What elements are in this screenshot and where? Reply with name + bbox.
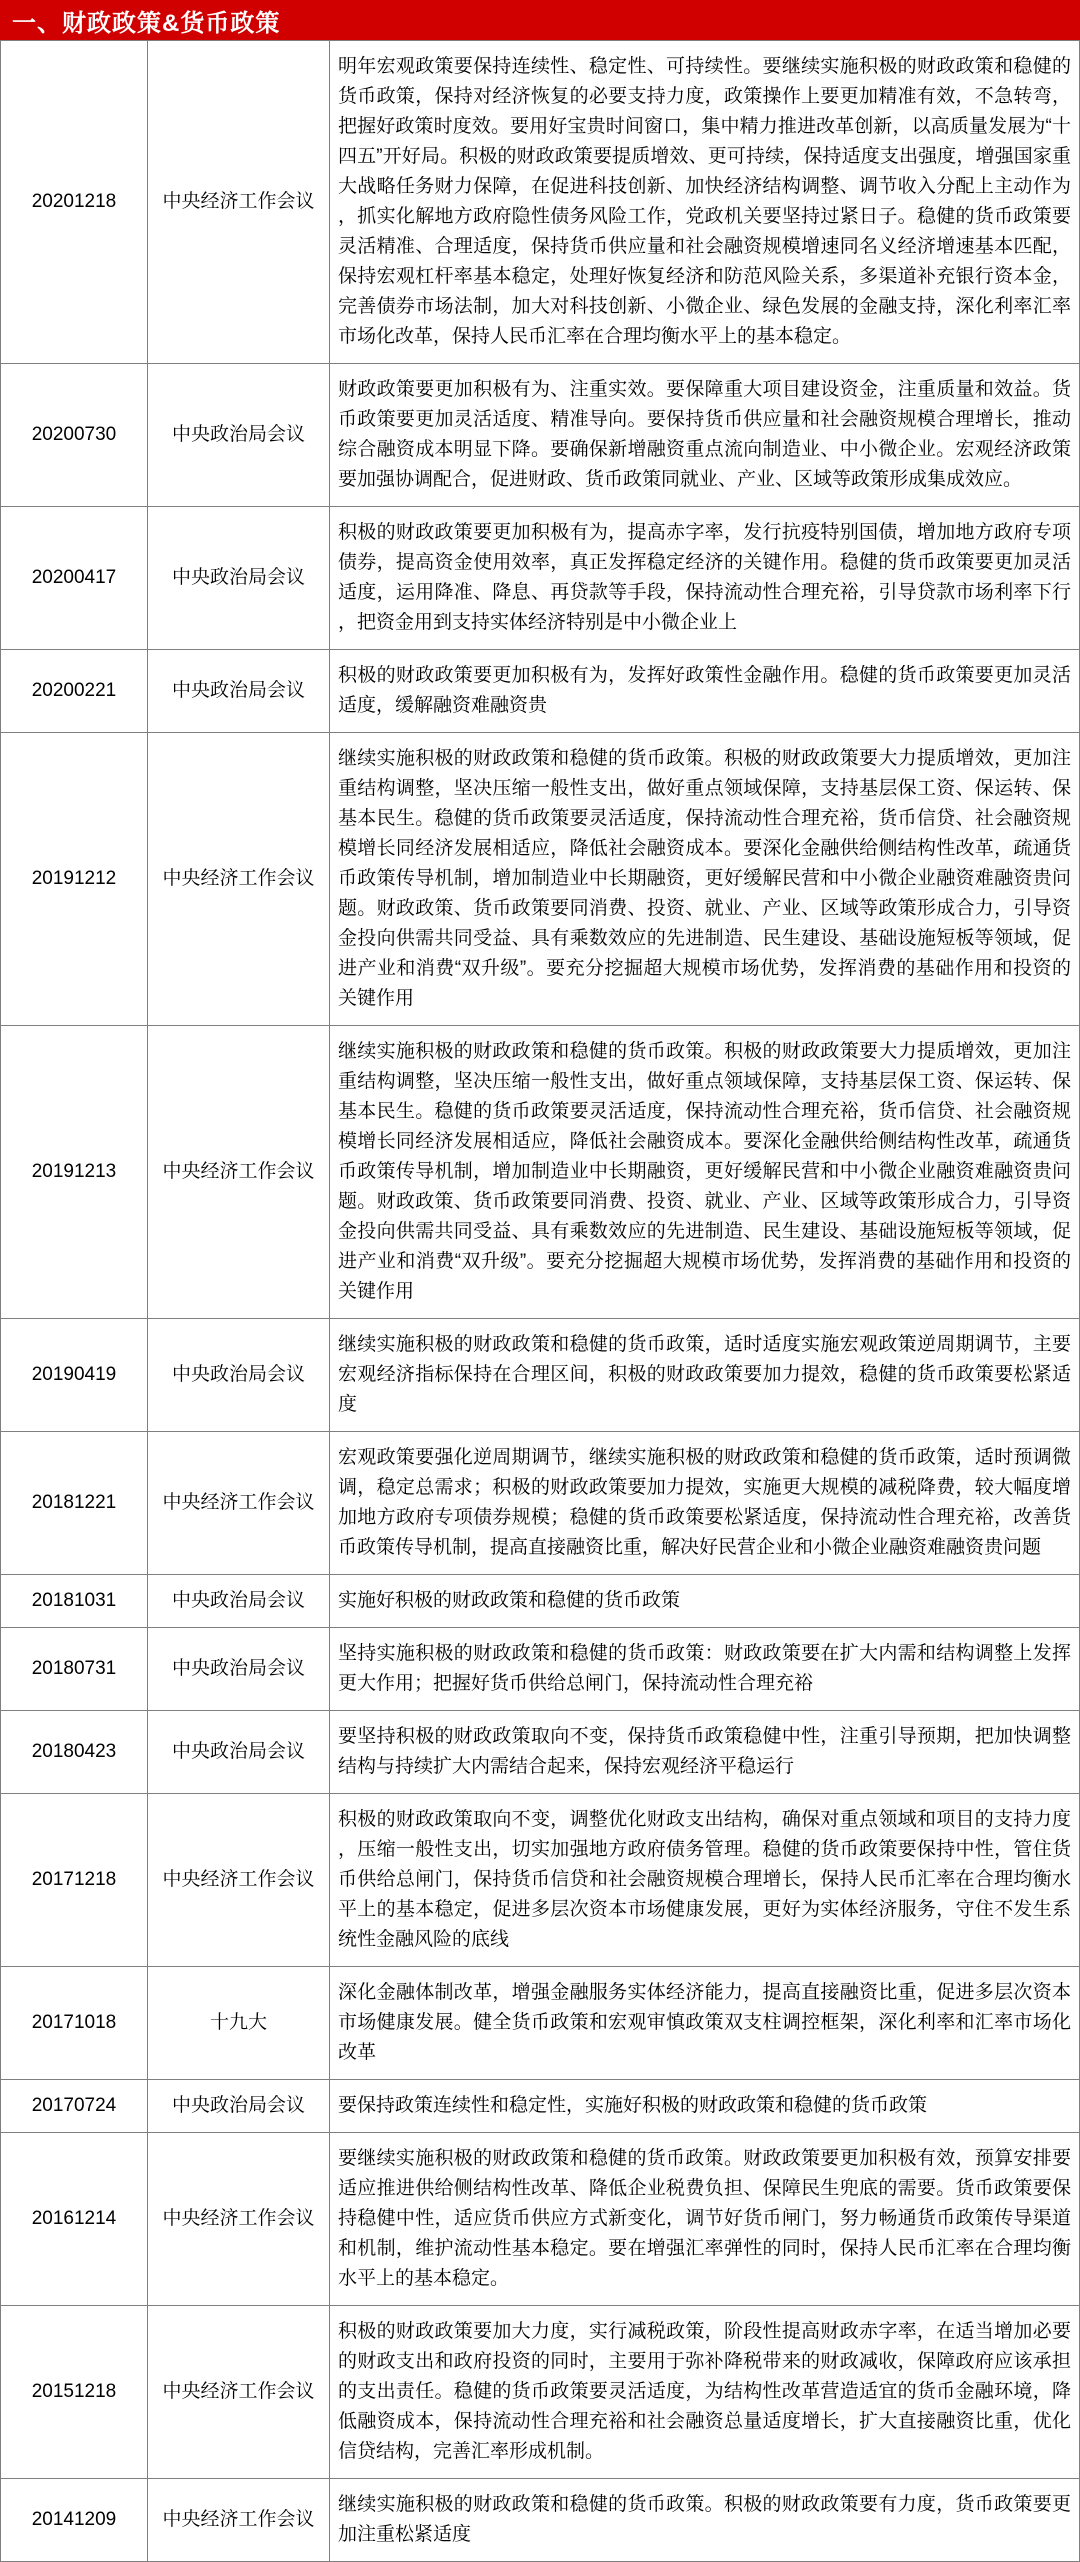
meeting-cell: 中央政治局会议	[148, 364, 330, 507]
table-row	[1, 2133, 1080, 2306]
policy-text-cell: 积极的财政政策要更加积极有为，发挥好政策性金融作用。稳健的货币政策要更加灵活适度，缓解融资难融资贵	[330, 650, 1080, 733]
date-cell: 20181031	[1, 1575, 148, 1628]
policy-text-cell: 深化金融体制改革，增强金融服务实体经济能力，提高直接融资比重，促进多层次资本市场健康发展。健全货币政策和宏观审慎政策双支柱调控框架，深化利率和汇率市场化改革	[330, 1967, 1080, 2080]
policy-text-cell: 坚持实施积极的财政政策和稳健的货币政策：财政政策要在扩大内需和结构调整上发挥更大作用；把握好货币供给总闸门，保持流动性合理充裕	[330, 1628, 1080, 1711]
meeting-cell: 中央经济工作会议	[148, 733, 330, 1026]
section-title: 一、财政政策&货币政策	[12, 9, 281, 37]
meeting-cell: 中央政治局会议	[148, 507, 330, 650]
meeting-cell: 中央政治局会议	[148, 2080, 330, 2133]
meeting-cell: 中央经济工作会议	[148, 1794, 330, 1967]
meeting-cell: 中央经济工作会议	[148, 2479, 330, 2562]
date-cell: 20200417	[1, 507, 148, 650]
date-cell: 20200221	[1, 650, 148, 733]
meeting-cell: 中央经济工作会议	[148, 2133, 330, 2306]
meeting-cell: 中央经济工作会议	[148, 41, 330, 364]
meeting-cell: 中央政治局会议	[148, 1319, 330, 1432]
date-cell: 20171218	[1, 1794, 148, 1967]
table-row	[1, 650, 1080, 733]
table-row	[1, 1794, 1080, 1967]
date-cell: 20191212	[1, 733, 148, 1026]
table-row	[1, 1628, 1080, 1711]
date-cell: 20201218	[1, 41, 148, 364]
meeting-cell: 中央政治局会议	[148, 1628, 330, 1711]
meeting-cell: 中央经济工作会议	[148, 2306, 330, 2479]
policy-text-cell: 要保持政策连续性和稳定性，实施好积极的财政政策和稳健的货币政策	[330, 2080, 1080, 2133]
meeting-cell: 中央经济工作会议	[148, 1432, 330, 1575]
policy-text-cell: 要坚持积极的财政政策取向不变，保持货币政策稳健中性，注重引导预期，把加快调整结构与持续扩大内需结合起来，保持宏观经济平稳运行	[330, 1711, 1080, 1794]
table-row	[1, 1432, 1080, 1575]
table-row	[1, 1319, 1080, 1432]
table-row	[1, 1967, 1080, 2080]
table-row	[1, 507, 1080, 650]
date-cell: 20180731	[1, 1628, 148, 1711]
table-row	[1, 1026, 1080, 1319]
meeting-cell: 中央政治局会议	[148, 1575, 330, 1628]
table-row	[1, 1575, 1080, 1628]
date-cell: 20190419	[1, 1319, 148, 1432]
policy-text-cell: 实施好积极的财政政策和稳健的货币政策	[330, 1575, 1080, 1628]
date-cell: 20141209	[1, 2479, 148, 2562]
policy-text-cell: 要继续实施积极的财政政策和稳健的货币政策。财政政策要更加积极有效，预算安排要适应推进供给侧结构性改革、降低企业税费负担、保障民生兜底的需要。货币政策要保持稳健中性，适应货币供应方式新变化，调节好货币闸门，努力畅通货币政策传导渠道和机制，维护流动性基本稳定。要在增强汇率弹性的同时，保持人民币汇率在合理均衡水平上的基本稳定。	[330, 2133, 1080, 2306]
date-cell: 20200730	[1, 364, 148, 507]
table-row	[1, 733, 1080, 1026]
policy-text-cell: 积极的财政政策取向不变，调整优化财政支出结构，确保对重点领域和项目的支持力度，压缩一般性支出，切实加强地方政府债务管理。稳健的货币政策要保持中性，管住货币供给总闸门，保持货币信贷和社会融资规模合理增长，保持人民币汇率在合理均衡水平上的基本稳定，促进多层次资本市场健康发展，更好为实体经济服务，守住不发生系统性金融风险的底线	[330, 1794, 1080, 1967]
table-row	[1, 2479, 1080, 2562]
date-cell: 20171018	[1, 1967, 148, 2080]
table-row	[1, 41, 1080, 364]
meeting-cell: 中央政治局会议	[148, 1711, 330, 1794]
policy-text-cell: 财政政策要更加积极有为、注重实效。要保障重大项目建设资金，注重质量和效益。货币政策要更加灵活适度、精准导向。要保持货币供应量和社会融资规模合理增长，推动综合融资成本明显下降。要确保新增融资重点流向制造业、中小微企业。宏观经济政策要加强协调配合，促进财政、货币政策同就业、产业、区域等政策形成集成效应。	[330, 364, 1080, 507]
meeting-cell: 中央政治局会议	[148, 650, 330, 733]
table-row	[1, 2080, 1080, 2133]
policy-text-cell: 积极的财政政策要更加积极有为，提高赤字率，发行抗疫特别国债，增加地方政府专项债券，提高资金使用效率，真正发挥稳定经济的关键作用。稳健的货币政策要更加灵活适度，运用降准、降息、再贷款等手段，保持流动性合理充裕，引导贷款市场利率下行，把资金用到支持实体经济特别是中小微企业上	[330, 507, 1080, 650]
policy-text-cell: 继续实施积极的财政政策和稳健的货币政策，适时适度实施宏观政策逆周期调节，主要宏观经济指标保持在合理区间，积极的财政政策要加力提效，稳健的货币政策要松紧适度	[330, 1319, 1080, 1432]
section-header	[0, 0, 1080, 40]
date-cell: 20180423	[1, 1711, 148, 1794]
meeting-cell: 中央经济工作会议	[148, 1026, 330, 1319]
policy-text-cell: 继续实施积极的财政政策和稳健的货币政策。积极的财政政策要有力度，货币政策要更加注重松紧适度	[330, 2479, 1080, 2562]
policy-text-cell: 明年宏观政策要保持连续性、稳定性、可持续性。要继续实施积极的财政政策和稳健的货币政策，保持对经济恢复的必要支持力度，政策操作上要更加精准有效，不急转弯，把握好政策时度效。要用好宝贵时间窗口，集中精力推进改革创新，以高质量发展为“十四五”开好局。积极的财政政策要提质增效、更可持续，保持适度支出强度，增强国家重大战略任务财力保障，在促进科技创新、加快经济结构调整、调节收入分配上主动作为，抓实化解地方政府隐性债务风险工作，党政机关要坚持过紧日子。稳健的货币政策要灵活精准、合理适度，保持货币供应量和社会融资规模增速同名义经济增速基本匹配，保持宏观杠杆率基本稳定，处理好恢复经济和防范风险关系，多渠道补充银行资本金，完善债券市场法制，加大对科技创新、小微企业、绿色发展的金融支持，深化利率汇率市场化改革，保持人民币汇率在合理均衡水平上的基本稳定。	[330, 41, 1080, 364]
policy-table-body	[1, 41, 1080, 2562]
meeting-cell: 十九大	[148, 1967, 330, 2080]
date-cell: 20161214	[1, 2133, 148, 2306]
date-cell: 20151218	[1, 2306, 148, 2479]
table-row	[1, 364, 1080, 507]
date-cell: 20191213	[1, 1026, 148, 1319]
policy-text-cell: 宏观政策要强化逆周期调节，继续实施积极的财政政策和稳健的货币政策，适时预调微调，稳定总需求；积极的财政政策要加力提效，实施更大规模的减税降费，较大幅度增加地方政府专项债券规模；稳健的货币政策要松紧适度，保持流动性合理充裕，改善货币政策传导机制，提高直接融资比重，解决好民营企业和小微企业融资难融资贵问题	[330, 1432, 1080, 1575]
date-cell: 20181221	[1, 1432, 148, 1575]
policy-table	[0, 40, 1080, 2562]
table-row	[1, 2306, 1080, 2479]
policy-text-cell: 积极的财政政策要加大力度，实行减税政策，阶段性提高财政赤字率，在适当增加必要的财政支出和政府投资的同时，主要用于弥补降税带来的财政减收，保障政府应该承担的支出责任。稳健的货币政策要灵活适度，为结构性改革营造适宜的货币金融环境，降低融资成本，保持流动性合理充裕和社会融资总量适度增长，扩大直接融资比重，优化信贷结构，完善汇率形成机制。	[330, 2306, 1080, 2479]
policy-text-cell: 继续实施积极的财政政策和稳健的货币政策。积极的财政政策要大力提质增效，更加注重结构调整，坚决压缩一般性支出，做好重点领域保障，支持基层保工资、保运转、保基本民生。稳健的货币政策要灵活适度，保持流动性合理充裕，货币信贷、社会融资规模增长同经济发展相适应，降低社会融资成本。要深化金融供给侧结构性改革，疏通货币政策传导机制，增加制造业中长期融资，更好缓解民营和中小微企业融资难融资贵问题。财政政策、货币政策要同消费、投资、就业、产业、区域等政策形成合力，引导资金投向供需共同受益、具有乘数效应的先进制造、民生建设、基础设施短板等领域，促进产业和消费“双升级”。要充分挖掘超大规模市场优势，发挥消费的基础作用和投资的关键作用	[330, 733, 1080, 1026]
table-row	[1, 1711, 1080, 1794]
policy-text-cell: 继续实施积极的财政政策和稳健的货币政策。积极的财政政策要大力提质增效，更加注重结构调整，坚决压缩一般性支出，做好重点领域保障，支持基层保工资、保运转、保基本民生。稳健的货币政策要灵活适度，保持流动性合理充裕，货币信贷、社会融资规模增长同经济发展相适应，降低社会融资成本。要深化金融供给侧结构性改革，疏通货币政策传导机制，增加制造业中长期融资，更好缓解民营和中小微企业融资难融资贵问题。财政政策、货币政策要同消费、投资、就业、产业、区域等政策形成合力，引导资金投向供需共同受益、具有乘数效应的先进制造、民生建设、基础设施短板等领域，促进产业和消费“双升级”。要充分挖掘超大规模市场优势，发挥消费的基础作用和投资的关键作用	[330, 1026, 1080, 1319]
date-cell: 20170724	[1, 2080, 148, 2133]
